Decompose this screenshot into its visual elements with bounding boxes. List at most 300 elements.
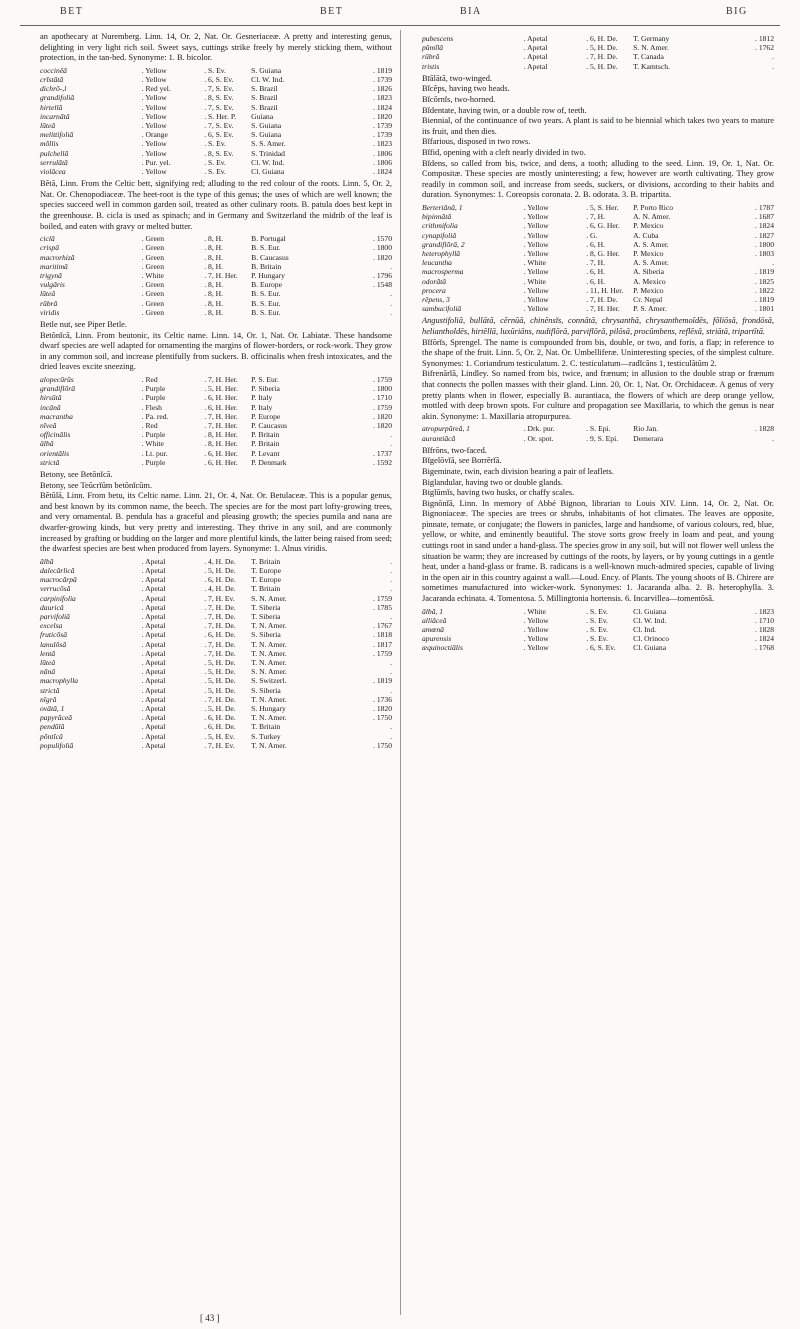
- table-cell: . 8, H.: [204, 307, 224, 317]
- table-cell: . 1750: [373, 740, 392, 750]
- table-row: [40, 289, 392, 298]
- table-cell: . 6, H. De.: [586, 34, 618, 43]
- table-cell: . Yellow: [523, 202, 549, 212]
- table-cell: crithmifolia: [422, 221, 458, 231]
- table-cell: . Apetal: [141, 611, 166, 621]
- table-cell: . Green: [141, 261, 165, 271]
- table-cell: B. Britain: [251, 261, 282, 271]
- table-row: [422, 424, 774, 433]
- table-cell: . Green: [141, 307, 165, 317]
- table-cell: . 5, H. De.: [586, 43, 618, 53]
- table-cell: . Apetal: [141, 639, 166, 649]
- table-cell: Cl. Orinoco: [633, 634, 670, 644]
- table-cell: . Green: [141, 289, 165, 299]
- table-cell: . Apetal: [141, 722, 166, 732]
- table-cell: populifoliă: [40, 740, 74, 750]
- table-cell: . 7, H. De.: [204, 694, 236, 704]
- table-cell: T. Siberia: [251, 611, 281, 621]
- table-cell: . 1710: [373, 393, 392, 403]
- table-cell: . 6, H. De.: [204, 575, 236, 585]
- table-cell: . 1759: [373, 648, 392, 658]
- table-row: [40, 308, 392, 317]
- table-cell: . S. Ev.: [204, 139, 226, 149]
- table-cell: B. S. Eur.: [251, 307, 281, 317]
- table-cell: . 1806: [373, 157, 392, 167]
- table-cell: pubescens: [422, 34, 454, 43]
- table-cell: . White: [523, 606, 546, 616]
- book-page: [20, 0, 780, 1329]
- table-cell: . 1820: [373, 704, 392, 714]
- table-cell: lanulōsă: [40, 639, 67, 649]
- table-cell: B. Portugal: [251, 234, 286, 244]
- table-cell: . S. Ev.: [586, 634, 608, 644]
- table-cell: . 1739: [373, 74, 392, 84]
- table-cell: ălbă, 1: [422, 606, 444, 616]
- table-cell: . 7, H. De.: [204, 621, 236, 631]
- table-row: [40, 603, 392, 612]
- table-cell: . Apetal: [141, 630, 166, 640]
- table-cell: carpinifolia: [40, 593, 76, 603]
- table-row: [422, 43, 774, 52]
- table-row: [40, 566, 392, 575]
- table-cell: . Yellow: [141, 74, 167, 84]
- table-cell: T. N. Amer.: [251, 648, 287, 658]
- table-cell: . Yellow: [523, 285, 549, 295]
- table-cell: .: [390, 261, 392, 271]
- table-cell: S. Brazil: [251, 102, 278, 112]
- table-cell: tristis: [422, 61, 440, 71]
- table-cell: . 1824: [373, 102, 392, 112]
- table-cell: .: [390, 611, 392, 621]
- table-cell: . Yellow: [141, 65, 167, 75]
- table-cell: P. Hungary: [251, 271, 285, 280]
- table-cell: . Apetal: [141, 565, 166, 575]
- table-cell: . Red: [141, 421, 158, 430]
- table-cell: . 1819: [755, 267, 774, 277]
- table-row: [40, 741, 392, 750]
- table-cell: procera: [422, 285, 446, 295]
- table-cell: .: [390, 731, 392, 741]
- table-cell: T. Siberia: [251, 602, 281, 612]
- table-cell: . 1592: [373, 457, 392, 467]
- table-cell: . 1819: [755, 294, 774, 304]
- table-cell: .: [390, 667, 392, 677]
- table-cell: S. Guiana: [251, 130, 282, 140]
- table-cell: Rio Jan.: [633, 424, 659, 434]
- table-row: [40, 649, 392, 658]
- table-cell: P. S. Eur.: [251, 374, 279, 384]
- table-row: [40, 695, 392, 704]
- header-left-b: BET: [320, 6, 344, 17]
- table-cell: . 8, H.: [204, 298, 224, 308]
- table-cell: macrosperma: [422, 267, 464, 277]
- entry-intro: an apothecary at Nuremberg. Linn. 14, Or. 2, Nat. Or. Gesneriaceæ. A pretty and interesting genus, delighting in very light rich soil. Sweet says, cuttings strike freely by merely sticking them, without protection, in the tan-bed. Synonyme: 1. B. bicolor.: [40, 32, 392, 63]
- table-cell: . Yellow: [141, 111, 167, 121]
- table-cell: .: [390, 307, 392, 317]
- table-cell: . Pa. red.: [141, 411, 169, 421]
- table-cell: .: [390, 439, 392, 449]
- column-divider: [400, 30, 401, 1315]
- table-cell: alliăceă: [422, 615, 447, 625]
- table-cell: S. Brazil: [251, 93, 278, 103]
- table-cell: lūteă: [40, 658, 56, 667]
- table-cell: Demerara: [633, 433, 664, 443]
- table-cell: . 1824: [373, 167, 392, 177]
- table-row: [40, 167, 392, 176]
- table-cell: . 7, H. Her.: [204, 421, 238, 430]
- table-cell: violācea: [40, 167, 66, 177]
- table-cell: S. Brazil: [251, 84, 278, 94]
- table-cell: lentă: [40, 648, 56, 658]
- table-cell: . S. Ev.: [586, 606, 608, 616]
- table-cell: nānă: [40, 667, 56, 677]
- table-cell: . 5, H. De.: [204, 565, 236, 575]
- table-cell: S. N. Amer.: [251, 667, 287, 677]
- table-cell: . 7, H. Her.: [204, 374, 238, 384]
- table-cell: . 1824: [755, 634, 774, 644]
- table-cell: . G.: [586, 230, 598, 240]
- table-cell: T. Britain: [251, 584, 281, 594]
- table-row: [422, 52, 774, 61]
- page-number: [ 43 ]: [200, 1313, 220, 1323]
- table-cell: crispă: [40, 243, 59, 253]
- entry-biforis: Bĭfōrĭs, Sprengel. The name is compounded from bis, double, or two, and foris, a flap; in reference to the shape of the fruit. Linn. 5, Or. 2, Nat. Or. Umbelliferæ. Uninteresting species, of the simplest culture. Synonymes: 1. Coriandrum testiculatum. 2. C. testiculatum—radĭcāns 1, testiculātŭm 2.: [422, 337, 774, 368]
- species-table-betula: [40, 557, 392, 750]
- table-cell: .: [772, 61, 774, 71]
- table-cell: rūbră: [422, 52, 440, 62]
- table-cell: dichrŏ-,l: [40, 84, 67, 94]
- table-cell: . 1767: [373, 621, 392, 631]
- entry-biceps: Bĭcĕps, having two heads.: [422, 84, 510, 94]
- table-row: [422, 304, 774, 313]
- table-cell: crīstātā: [40, 74, 64, 84]
- table-cell: . 6, G. Her.: [586, 221, 620, 231]
- table-cell: vulgāris: [40, 280, 65, 290]
- table-cell: T. N. Amer.: [251, 658, 287, 667]
- species-table-bertolonia: [40, 66, 392, 176]
- table-cell: B. Europe: [251, 280, 282, 290]
- table-cell: . Apetal: [141, 556, 166, 566]
- table-cell: rĕpens, 3: [422, 294, 450, 304]
- table-cell: bipinnātă: [422, 212, 452, 222]
- table-cell: . 6, H. Her.: [204, 402, 238, 412]
- table-cell: . 8, S. Ev.: [204, 148, 234, 158]
- table-cell: S. Guiana: [251, 121, 282, 130]
- table-cell: P. Siberia: [251, 384, 280, 394]
- table-row: [422, 258, 774, 267]
- table-cell: Cl. Ind.: [633, 625, 657, 635]
- table-cell: pŭmĭlă: [422, 43, 444, 53]
- table-cell: . Green: [141, 234, 165, 244]
- entry-biennial: Biennial, of the continuance of two years. A plant is said to be biennial which takes two years to mature its fruit, and then dies.: [422, 116, 774, 136]
- table-cell: parvifoliă: [40, 611, 70, 621]
- table-row: [40, 430, 392, 439]
- table-cell: verrucōsă: [40, 584, 71, 594]
- right-column: [422, 32, 774, 656]
- table-cell: B. Caucasus: [251, 252, 289, 262]
- table-row: [422, 231, 774, 240]
- table-cell: .: [390, 584, 392, 594]
- table-cell: strictă: [40, 457, 60, 467]
- table-cell: . Green: [141, 280, 165, 290]
- table-cell: P. Mexico: [633, 285, 664, 295]
- table-cell: . 6, H.: [586, 276, 606, 286]
- table-cell: . 7, H. Ev.: [204, 740, 235, 750]
- table-cell: . Apetal: [141, 694, 166, 704]
- table-cell: . 9, S. Epi.: [586, 433, 619, 443]
- table-row: [40, 66, 392, 75]
- table-cell: T. Britain: [251, 722, 281, 732]
- table-cell: . Drk. pur.: [523, 424, 555, 434]
- table-cell: . Purple: [141, 430, 166, 440]
- table-cell: Cl. W. Ind.: [251, 74, 285, 84]
- table-cell: . 7, H. Her.: [204, 271, 238, 280]
- table-row: [422, 34, 774, 43]
- table-row: [40, 704, 392, 713]
- table-cell: . 8, H.: [204, 289, 224, 299]
- table-cell: leucantha: [422, 258, 452, 268]
- table-row: [422, 616, 774, 625]
- table-cell: . 6, H. Her.: [204, 393, 238, 403]
- table-cell: . 1737: [373, 448, 392, 458]
- table-row: [40, 584, 392, 593]
- table-cell: T. Canada: [633, 52, 664, 62]
- table-cell: . 1796: [373, 271, 392, 280]
- entry-betle: Betle nut, see Piper Betle.: [40, 320, 127, 330]
- table-cell: T. Germany: [633, 34, 670, 43]
- table-cell: . 1787: [755, 202, 774, 212]
- entry-bifrenaria: Bifrenārĭă, Lindley. So named from bis, twice, and frænum; in allusion to the double strap or frænum that connects the pollen masses with their gland. Linn. 20, Or. 1, Nat. Or. Orchidaceæ. A genus of very pretty plants when in flower, especially B. aurantiaca, the flowers of which are deep orange yellow, mottled with deep brown spots. For culture and propagation see Maxillaria, to which the genus is near akin. Synonyme: 1. Maxillaria atropurpurea.: [422, 369, 774, 421]
- table-cell: coccinĕă: [40, 65, 67, 75]
- table-cell: . 1570: [373, 234, 392, 244]
- table-cell: S. Hungary: [251, 704, 286, 714]
- table-cell: . Yellow: [523, 212, 549, 222]
- table-cell: B. S. Eur.: [251, 298, 281, 308]
- entry-bicornis: Bĭcŏrnĭs, two-horned.: [422, 95, 496, 104]
- table-cell: .: [772, 258, 774, 268]
- table-cell: Cr. Nepal: [633, 294, 663, 304]
- left-column: [40, 32, 392, 753]
- table-row: [40, 149, 392, 158]
- table-cell: . 6, H.: [586, 239, 606, 249]
- entry-bigelovia: Bĭgelōvĭă, see Borrĕrĭă.: [422, 456, 502, 466]
- entry-bifarious: Bĭfarious, disposed in two rows.: [422, 137, 531, 147]
- table-row: [422, 267, 774, 276]
- header-right-a: BIA: [460, 6, 482, 17]
- table-cell: hirtellă: [40, 102, 63, 112]
- table-cell: T. N. Amer.: [251, 740, 287, 750]
- table-cell: A. S. Amer.: [633, 239, 669, 249]
- table-row: [40, 375, 392, 384]
- table-cell: .: [390, 722, 392, 732]
- entry-bignonia: Bignŏnĭă, Linn. In memory of Abbé Bignon, librarian to Louis XIV. Linn. 14, Or. 2, Nat. Or. Bignoniaceæ. The species are trees or shrubs, inhabitants of hot climates. The leaves are opposite, pinnate, ternate, or conjugate; the flowers in panicles, large and handsome, of various colours, red, blue, yellow, or white, and eminently beautiful. The stove sorts grow freely in loam and peat, and young cuttings root in sand under a hand-glass. The species grow in any soil, but will not flower well unless the situation be warm; they are increased by cuttings of the roots, by layers, or by young cuttings in a gentle heat, under a hand-glass or frame. B. radicans is a well-known much-admired species, capable of living in the open air in this country against a wall.—Loud. Ency. of Plants. The young shoots of B. Chirere are sometimes manufactured into wicker-work. Synonymes: 1. Jacaranda alba. 2. B. heterophylla. 3. Jacaranda echinata. 4. Tomentosa. 5. Millingtonia hortensis. 6. Incarvillea—tomentōsă.: [422, 498, 774, 604]
- entry-bifid: Bĭfid, opening with a cleft nearly divided in two.: [422, 147, 586, 157]
- table-cell: . 5, H. De.: [204, 704, 236, 714]
- table-cell: mŏllis: [40, 139, 59, 149]
- table-cell: P. Mexico: [633, 221, 664, 231]
- table-cell: sambucifoliă: [422, 304, 462, 314]
- table-cell: strictă: [40, 685, 60, 695]
- table-cell: . Apetal: [523, 61, 548, 71]
- table-cell: . Green: [141, 243, 165, 253]
- table-cell: odorātă: [422, 276, 447, 286]
- table-cell: . 1739: [373, 121, 392, 130]
- table-cell: . 6, H. De.: [204, 722, 236, 732]
- table-cell: Cl. Guiana: [633, 643, 667, 653]
- table-cell: . 1803: [755, 248, 774, 258]
- table-cell: . Yellow: [141, 139, 167, 149]
- table-cell: . 4, H. De.: [204, 584, 236, 594]
- table-cell: Cl. Guiana: [251, 167, 285, 177]
- table-cell: .: [772, 433, 774, 443]
- table-cell: Guiana: [251, 111, 274, 121]
- table-row: [40, 299, 392, 308]
- table-cell: . 7, H. De.: [204, 639, 236, 649]
- table-cell: . Apetal: [141, 575, 166, 585]
- table-cell: . 8, S. Ev.: [204, 93, 234, 103]
- table-cell: papyrăceă: [40, 713, 73, 723]
- table-row: [422, 212, 774, 221]
- table-cell: lūteă: [40, 289, 56, 299]
- table-row: [40, 393, 392, 402]
- table-row: [422, 434, 774, 443]
- entry-bifrons: Bĭfrōns, two-faced.: [422, 445, 487, 455]
- table-cell: ovātă, 1: [40, 704, 65, 714]
- table-cell: excelsa: [40, 621, 63, 631]
- table-cell: . 1823: [373, 139, 392, 149]
- table-cell: . 1759: [373, 374, 392, 384]
- table-cell: S. S. Amer.: [251, 139, 286, 149]
- table-cell: . 1750: [373, 713, 392, 723]
- table-cell: lūteă: [40, 121, 56, 130]
- entry-biglandular: Biglandular, having two or double glands.: [422, 477, 563, 487]
- table-cell: . Apetal: [523, 34, 548, 43]
- table-cell: . 1759: [373, 593, 392, 603]
- table-cell: ălbă: [40, 439, 54, 449]
- table-cell: . Yellow: [523, 634, 549, 644]
- table-cell: B. S. Eur.: [251, 243, 281, 253]
- table-row: [40, 253, 392, 262]
- header-left-a: BET: [60, 6, 84, 17]
- table-cell: ălbă: [40, 556, 54, 566]
- table-cell: pŏntĭcă: [40, 731, 63, 741]
- table-cell: . Yellow: [523, 221, 549, 231]
- table-cell: T. Britain: [251, 556, 281, 566]
- table-cell: . Apetal: [141, 584, 166, 594]
- table-row: [422, 240, 774, 249]
- table-cell: S. Guiana: [251, 65, 282, 75]
- table-row: [40, 112, 392, 121]
- table-row: [40, 667, 392, 676]
- table-cell: .: [390, 298, 392, 308]
- table-cell: . 1819: [373, 65, 392, 75]
- table-row: [40, 103, 392, 112]
- entry-beta: Bĕtă, Linn. From the Celtic bett, signifying red; alluding to the red colour of the roots. Linn. 5, Or. 2, Nat. Or. Chenopodiaceæ. The beet-root is the type of this genus; the uses of which are well known; the species succeed well in common garden soil, treated as other culinary roots. B. patula does best kept in the greenhouse. B. cicla is used as spinach; and in Germany and Switzerland the midrib of the leaf is boiled, and eaten with gravy or melted butter.: [40, 179, 392, 231]
- table-row: [422, 277, 774, 286]
- table-row: [40, 262, 392, 271]
- table-cell: . 6, H. Her.: [204, 448, 238, 458]
- table-cell: . 1820: [373, 252, 392, 262]
- table-cell: . 7, H. De.: [204, 611, 236, 621]
- table-row: [40, 139, 392, 148]
- table-cell: . 1759: [373, 402, 392, 412]
- table-cell: P. Britain: [251, 430, 280, 440]
- table-cell: P. S. Amer.: [633, 304, 667, 314]
- table-row: [40, 121, 392, 130]
- table-row: [40, 84, 392, 93]
- table-cell: . 8, H.: [204, 252, 224, 262]
- table-cell: . 1800: [373, 384, 392, 394]
- table-cell: . 1820: [373, 411, 392, 421]
- table-cell: . Yellow: [523, 230, 549, 240]
- table-row: [422, 221, 774, 230]
- table-cell: . 1785: [373, 602, 392, 612]
- table-cell: . 1824: [755, 221, 774, 231]
- table-cell: . Yellow: [523, 625, 549, 635]
- table-cell: . 5, H. De.: [204, 667, 236, 677]
- table-cell: S. Siberia: [251, 630, 281, 640]
- table-cell: . 5, H. Ev.: [204, 731, 235, 741]
- table-cell: ciclă: [40, 234, 55, 244]
- table-cell: . 1548: [373, 280, 392, 290]
- table-cell: Berteriānă, 1: [422, 202, 463, 212]
- table-cell: . 1820: [373, 421, 392, 430]
- table-cell: . 1827: [755, 230, 774, 240]
- table-cell: .: [390, 685, 392, 695]
- table-cell: A. N. Amer.: [633, 212, 671, 222]
- table-cell: T. N. Amer.: [251, 639, 287, 649]
- table-cell: .: [390, 430, 392, 440]
- table-cell: . 1800: [373, 243, 392, 253]
- table-cell: . 1823: [755, 606, 774, 616]
- table-cell: melittifoliă: [40, 130, 74, 140]
- table-row: [40, 630, 392, 639]
- table-cell: . Green: [141, 298, 165, 308]
- table-cell: . 8, H.: [204, 243, 224, 253]
- table-cell: pendŭlă: [40, 722, 65, 732]
- table-cell: .: [390, 556, 392, 566]
- table-cell: nĭveă: [40, 421, 57, 430]
- table-cell: P. Mexico: [633, 248, 664, 258]
- table-cell: . 1826: [373, 84, 392, 94]
- table-cell: . Red yel.: [141, 84, 171, 94]
- table-row: [40, 732, 392, 741]
- table-cell: S. Trinidad: [251, 148, 285, 158]
- table-row: [40, 594, 392, 603]
- table-cell: macrorhiză: [40, 252, 75, 262]
- table-row: [422, 249, 774, 258]
- table-row: [40, 722, 392, 731]
- table-cell: . 5, H. De.: [204, 676, 236, 686]
- table-cell: . Apetal: [141, 676, 166, 686]
- species-table-betula-cont: [422, 34, 774, 71]
- table-cell: . Yellow: [523, 248, 549, 258]
- table-cell: . Yellow: [141, 148, 167, 158]
- entry-betonica: Betŏnĭcā, Linn. From beutonic, its Celtic name. Linn. 14, Or. 1, Nat. Or. Labiatæ. These handsome dwarf species are well adapted for ornamenting the margins of flower-borders, or rock-work. They grow in any common soil, and increase plentifully from suckers. B. officinalis when fresh intoxicates, and the dried leaves excite sneezing.: [40, 330, 392, 372]
- table-row: [40, 676, 392, 685]
- table-row: [422, 62, 774, 71]
- table-cell: . 5, H. De.: [586, 61, 618, 71]
- entry-betony: Betony, see Betŏnĭcā.: [40, 470, 113, 480]
- table-cell: . 5, H. Her.: [204, 384, 238, 394]
- species-table-bidens: [422, 203, 774, 313]
- table-cell: . Apetal: [523, 52, 548, 62]
- table-cell: A. Cuba: [633, 230, 659, 240]
- table-row: [40, 130, 392, 139]
- table-cell: . Flesh: [141, 402, 162, 412]
- species-table-betonica: [40, 375, 392, 467]
- table-cell: A. S. Amer.: [633, 258, 669, 268]
